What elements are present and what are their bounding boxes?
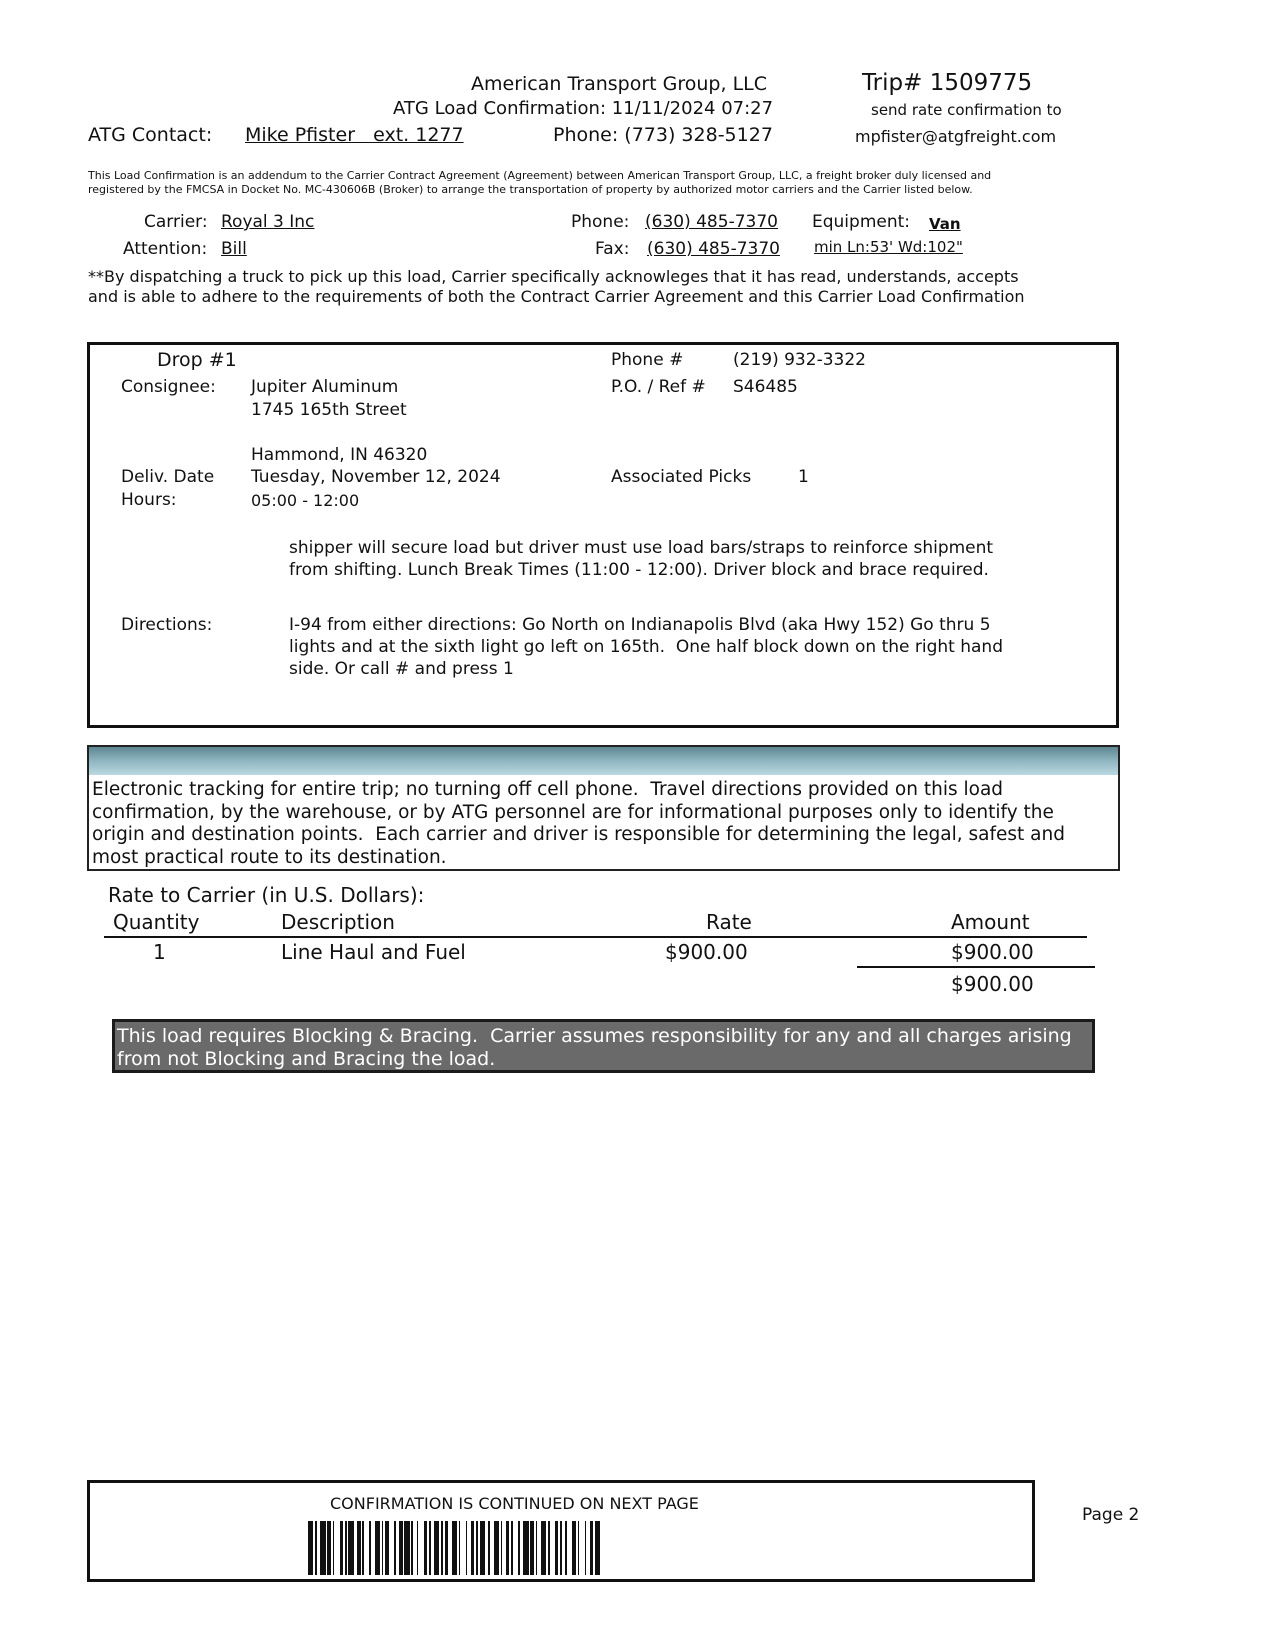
- deliv-date-label: Deliv. Date: [121, 467, 215, 487]
- equipment-label: Equipment:: [812, 212, 911, 232]
- consignee-label: Consignee:: [121, 377, 216, 397]
- continued-text: CONFIRMATION IS CONTINUED ON NEXT PAGE: [330, 1494, 699, 1513]
- carrier-phone-label: Phone:: [571, 212, 630, 232]
- disclaimer-line-1: This Load Confirmation is an addendum to the Carrier Contract Agreement (Agreement) between American Transport Group, LLC, a freight broker duly licensed and: [88, 169, 992, 182]
- rate-header-rate: Rate: [706, 910, 752, 934]
- blocking-notice-text: This load requires Blocking & Bracing. Carrier assumes responsibility for any and all charges arising from not Blocking and Bracing the load.: [117, 1025, 1078, 1070]
- po-number: S46485: [733, 377, 798, 397]
- directions-label: Directions:: [121, 615, 213, 635]
- carrier-fax-label: Fax:: [595, 239, 630, 259]
- rate-row-amount: $900.00: [951, 940, 1034, 964]
- drop-phone-label: Phone #: [611, 350, 684, 370]
- continuation-box: [87, 1480, 1035, 1582]
- dispatch-note-line-1: **By dispatching a truck to pick up this load, Carrier specifically acknowleges that it has read, understands, accepts: [88, 267, 1019, 286]
- notice-header-bar: [89, 747, 1118, 775]
- assoc-picks-value: 1: [798, 467, 809, 487]
- company-name: American Transport Group, LLC: [471, 73, 768, 95]
- rate-row-description: Line Haul and Fuel: [281, 940, 466, 964]
- rate-header-description: Description: [281, 910, 395, 934]
- rate-row-rate: $900.00: [665, 940, 748, 964]
- carrier-phone: (630) 485-7370: [645, 212, 778, 232]
- hours-label: Hours:: [121, 490, 177, 510]
- carrier-label: Carrier:: [144, 212, 208, 232]
- contact-label: ATG Contact:: [88, 124, 213, 146]
- carrier-name: Royal 3 Inc: [221, 212, 315, 232]
- drop-section: [87, 342, 1119, 728]
- instructions-line-1: shipper will secure load but driver must use load bars/straps to reinforce shipment: [289, 538, 994, 558]
- load-confirmation-date: ATG Load Confirmation: 11/11/2024 07:27: [393, 98, 774, 119]
- tracking-notice-text: Electronic tracking for entire trip; no turning off cell phone. Travel directions provided on this load confirmation, by the warehouse, or by ATG personnel are for informational purposes only to identify the origin and destination points. Each carrier and driver is responsible for determining the legal, safest and most practical route to its destination.: [92, 779, 1071, 868]
- rate-header-amount: Amount: [951, 910, 1030, 934]
- assoc-picks-label: Associated Picks: [611, 467, 752, 487]
- dispatch-note-line-2: and is able to adhere to the requirements of both the Contract Carrier Agreement and this Carrier Load Confirmation: [88, 287, 1025, 306]
- drop-title: Drop #1: [157, 349, 237, 371]
- attention-label: Attention:: [123, 239, 208, 259]
- disclaimer-line-2: registered by the FMCSA in Docket No. MC-430606B (Broker) to arrange the transportation of property by authorized motor carriers and the Carrier listed below.: [88, 183, 973, 196]
- blocking-notice-box: [112, 1019, 1095, 1073]
- carrier-fax: (630) 485-7370: [647, 239, 780, 259]
- equipment-type: Van: [929, 215, 961, 233]
- attention-name: Bill: [221, 239, 247, 259]
- page-number: Page 2: [1082, 1505, 1140, 1525]
- contact-email[interactable]: mpfister@atgfreight.com: [855, 127, 1057, 146]
- rate-row-quantity: 1: [153, 940, 166, 964]
- trip-number: Trip# 1509775: [862, 70, 1033, 96]
- consignee-address: 1745 165th Street: [251, 400, 407, 420]
- drop-phone: (219) 932-3322: [733, 350, 866, 370]
- directions-line-1: I-94 from either directions: Go North on Indianapolis Blvd (aka Hwy 152) Go thru 5: [289, 615, 991, 635]
- directions-line-3: side. Or call # and press 1: [289, 659, 514, 679]
- rate-header-quantity: Quantity: [113, 910, 200, 934]
- instructions-line-2: from shifting. Lunch Break Times (11:00 - 12:00). Driver block and brace required.: [289, 560, 989, 580]
- consignee-city-state: Hammond, IN 46320: [251, 445, 428, 465]
- rate-total: $900.00: [951, 972, 1034, 996]
- rate-title: Rate to Carrier (in U.S. Dollars):: [108, 883, 425, 907]
- barcode: [308, 1521, 818, 1575]
- deliv-hours: 05:00 - 12:00: [251, 491, 360, 510]
- consignee-name: Jupiter Aluminum: [251, 377, 399, 397]
- deliv-date: Tuesday, November 12, 2024: [251, 467, 501, 487]
- contact-name[interactable]: Mike Pfister ext. 1277: [245, 124, 464, 146]
- contact-phone: Phone: (773) 328-5127: [553, 124, 773, 146]
- send-rate-note: send rate confirmation to: [871, 101, 1062, 119]
- po-label: P.O. / Ref #: [611, 377, 706, 397]
- rate-header-rule: [104, 936, 1087, 938]
- equipment-dims: min Ln:53' Wd:102": [814, 238, 963, 256]
- tracking-notice-box: [87, 745, 1120, 871]
- rate-total-rule: [857, 966, 1095, 968]
- directions-line-2: lights and at the sixth light go left on 165th. One half block down on the right hand: [289, 637, 1003, 657]
